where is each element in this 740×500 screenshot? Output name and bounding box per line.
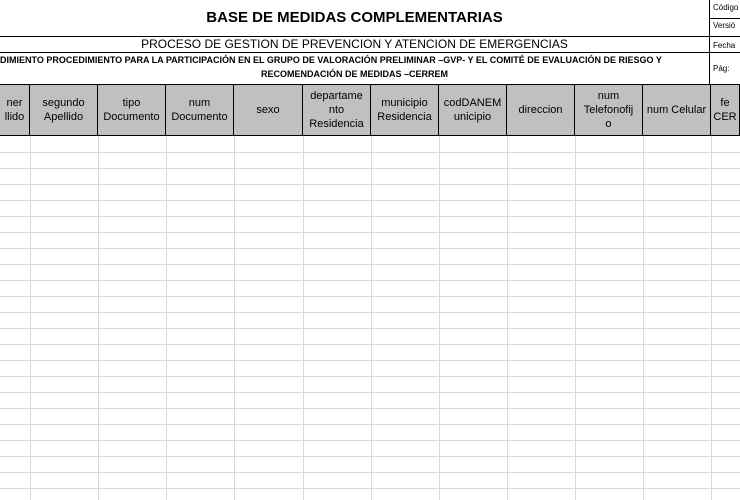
column-header-10[interactable] xyxy=(643,84,711,136)
grid-row-line xyxy=(0,376,740,377)
column-header-text: Telefonofij xyxy=(583,104,634,116)
column-header-text: llido xyxy=(4,111,25,123)
grid-column-line xyxy=(711,136,712,500)
grid-row-line xyxy=(0,360,740,361)
column-header-text: num xyxy=(597,90,620,102)
grid-row-line xyxy=(0,264,740,265)
column-header-text: Documento xyxy=(171,111,228,123)
grid-row-line xyxy=(0,232,740,233)
column-header-text: Residencia xyxy=(377,111,432,123)
grid-row-line xyxy=(0,344,740,345)
grid-column-line xyxy=(166,136,167,500)
column-header-text: departame xyxy=(310,90,363,102)
sheet-title: BASE DE MEDIDAS COMPLEMENTARIAS xyxy=(206,9,503,26)
grid-row-line xyxy=(0,184,740,185)
column-header-text: codDANEM xyxy=(443,97,502,109)
column-header-5[interactable] xyxy=(303,84,371,136)
grid-column-line xyxy=(234,136,235,500)
grid-column-line xyxy=(30,136,31,500)
meta-divider-1 xyxy=(709,18,740,19)
procedure-title-line1: DIMIENTO PROCEDIMIENTO PARA LA PARTICIPACIÓN EN EL GRUPO DE VALORACIÓN PRELIMINAR –GVP- Y EL COMITÉ DE EVALUACIÓN DE RIESGO Y xyxy=(0,55,662,65)
column-header-text: nto xyxy=(328,104,345,116)
grid-column-line xyxy=(303,136,304,500)
column-header-9[interactable] xyxy=(575,84,643,136)
grid-row-line xyxy=(0,280,740,281)
grid-row-line xyxy=(0,440,740,441)
column-header-text: Documento xyxy=(103,111,160,123)
grid-row-line xyxy=(0,296,740,297)
column-header-text: municipio xyxy=(381,97,428,109)
column-header-3[interactable] xyxy=(166,84,234,136)
column-header-6[interactable] xyxy=(371,84,439,136)
grid-row-line xyxy=(0,248,740,249)
procedure-title-line2: RECOMENDACIÓN DE MEDIDAS –CERREM xyxy=(260,69,448,79)
process-title: PROCESO DE GESTION DE PREVENCION Y ATENCION DE EMERGENCIAS xyxy=(141,37,568,51)
grid-row-line xyxy=(0,312,740,313)
column-header-2[interactable] xyxy=(98,84,166,136)
grid-row-line xyxy=(0,152,740,153)
column-header-text: o xyxy=(605,118,612,130)
column-header-text: num xyxy=(188,97,211,109)
grid-row-line xyxy=(0,200,740,201)
grid-row-line xyxy=(0,456,740,457)
column-header-0[interactable] xyxy=(0,84,30,136)
meta-divider-2 xyxy=(709,36,740,37)
spreadsheet-grid[interactable] xyxy=(0,136,740,500)
grid-column-line xyxy=(371,136,372,500)
grid-row-line xyxy=(0,392,740,393)
codigo-label: Código xyxy=(713,3,739,12)
column-header-text: segundo xyxy=(42,97,85,109)
column-header-text: ner xyxy=(6,97,23,109)
version-label: Versió xyxy=(713,21,736,30)
column-header-11[interactable] xyxy=(711,84,740,136)
metadata-column xyxy=(709,0,740,84)
column-header-text: Apellido xyxy=(43,111,84,123)
grid-row-line xyxy=(0,424,740,425)
grid-column-line xyxy=(439,136,440,500)
grid-row-line xyxy=(0,488,740,489)
grid-row-line xyxy=(0,216,740,217)
fecha-label: Fecha xyxy=(713,41,736,50)
column-header-text: fe xyxy=(720,97,730,109)
grid-column-line xyxy=(643,136,644,500)
grid-row-line xyxy=(0,328,740,329)
grid-row-line xyxy=(0,408,740,409)
grid-row-line xyxy=(0,168,740,169)
column-header-7[interactable] xyxy=(439,84,507,136)
column-header-1[interactable] xyxy=(30,84,98,136)
grid-row-line xyxy=(0,472,740,473)
column-header-text: sexo xyxy=(256,104,280,116)
grid-column-line xyxy=(507,136,508,500)
meta-divider-3 xyxy=(709,52,740,53)
column-header-4[interactable] xyxy=(234,84,303,136)
column-header-text: Residencia xyxy=(309,118,364,130)
column-header-text: CER xyxy=(713,111,737,123)
grid-column-line xyxy=(98,136,99,500)
column-header-8[interactable] xyxy=(507,84,575,136)
column-header-text: num Celular xyxy=(646,104,707,116)
pag-label: Pág: xyxy=(713,64,730,73)
column-header-text: unicipio xyxy=(453,111,492,123)
grid-column-line xyxy=(575,136,576,500)
column-header-text: direccion xyxy=(518,104,563,116)
column-header-text: tipo xyxy=(122,97,141,109)
